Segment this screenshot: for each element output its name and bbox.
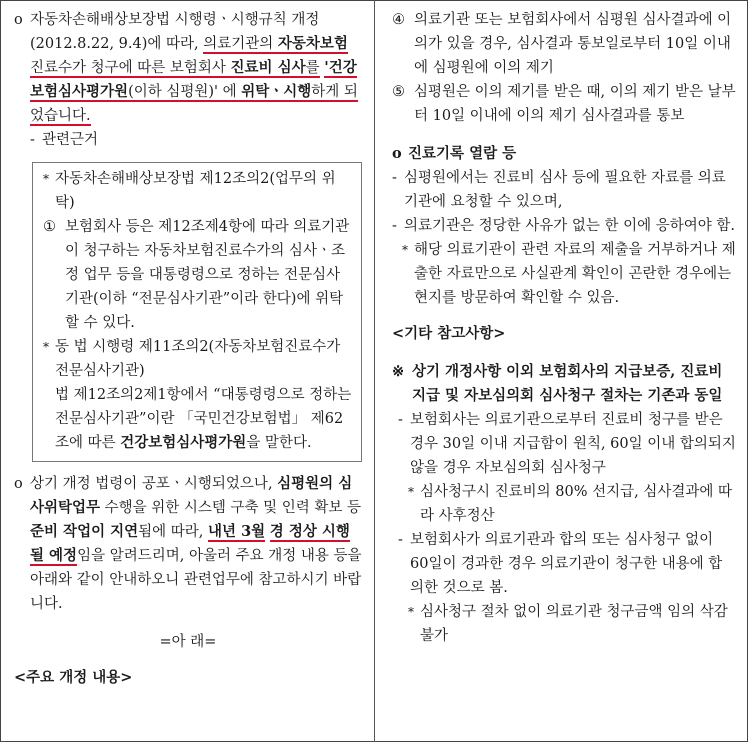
clause-5: ⑤ 심평원은 이의 제기를 받은 때, 이의 제기 받은 날부터 10일 이내에 이의 제기 심사결과를 통보: [392, 84, 736, 124]
legal-basis-item-2: * 동 법 시행령 제11조의2(자동차보험진료수가 전문심사기관): [43, 339, 341, 379]
records-item-1: - 심평원에서는 진료비 심사 등에 필요한 자료를 의료기관에 요청할 수 있으며,: [392, 170, 726, 210]
bullet-marker: o: [14, 476, 23, 492]
other-note: ※ 상기 개정사항 이외 보험회사의 지급보증, 진료비 지급 및 자보심의회 심사청구 절차는 기존과 동일: [392, 363, 723, 404]
other-item-1: - 보험회사는 의료기관으로부터 진료비 청구를 받은 경우 30일 이내 지급함이 원칙, 60일 이내 합의되지 않을 경우 자보심의회 심사청구: [398, 412, 736, 476]
records-note: * 해당 의료기관이 관련 자료의 제출을 거부하거나 제출한 자료만으로 사실관계 확인이 곤란한 경우에는 현지를 방문하여 확인할 수 있음.: [402, 242, 736, 306]
section-heading-main-changes: <주요 개정 내용>: [14, 669, 133, 686]
legal-basis-clause-2: 법 제12조의2제1항에서 “대통령령으로 정하는 전문심사기관”이란 「국민건강보험법」 제62조에 따른 건강보험심사평가원을 말한다.: [55, 387, 352, 451]
notice-paragraph-2: o 상기 개정 법령이 공포ㆍ시행되었으나, 심평원의 심사위탁업무 수행을 위한 시스템 구축 및 인력 확보 등 준비 작업이 지연됨에 따라, 내년 3월 경 정상 시행될 예정임을 알려드리며, 아울러 주요 개정 내용 등을 아래와 같이 안내하오니 관련업무에 참고하시기 바랍니다.: [14, 472, 362, 616]
bullet-marker: o: [14, 12, 23, 28]
right-column: [392, 8, 736, 648]
left-column: [14, 8, 362, 690]
legal-basis-box: [32, 162, 362, 462]
section-heading-other: <기타 참고사항>: [392, 325, 506, 342]
other-item-2: - 보험회사가 의료기관과 합의 또는 심사청구 없이 60일이 경과한 경우 의료기관이 청구한 내용에 합의한 것으로 봄.: [398, 532, 723, 596]
section-heading-records: o 진료기록 열람 등: [392, 145, 517, 162]
column-divider: [374, 0, 375, 742]
legal-basis-clause-1: ① 보험회사 등은 제12조제4항에 따라 의료기관이 청구하는 자동차보험진료수가의 심사ㆍ조정 업무 등을 대통령령으로 정하는 전문심사기관(이하 “전문심사기관”이라 한다)에 위탁할 수 있다.: [43, 219, 350, 331]
other-note-2: * 심사청구 절차 없이 의료기관 청구금액 임의 삭감 불가: [408, 604, 728, 644]
related-basis-label: - 관련근거: [30, 132, 99, 148]
other-note-1: * 심사청구시 진료비의 80% 선지급, 심사결과에 따라 사후정산: [408, 484, 733, 524]
records-item-2: - 의료기관은 정당한 사유가 없는 한 이에 응하여야 함.: [392, 218, 736, 234]
notice-paragraph-1: o 자동차손해배상보장법 시행령ㆍ시행규칙 개정(2012.8.22, 9.4)에 따라, 의료기관의 자동차보험 진료수가 청구에 따른 보험회사 진료비 심사를 '건강보험심사평가원(이하 심평원)' 에 위탁ㆍ시행하게 되었습니다.: [14, 8, 362, 128]
below-separator: =아 래=: [159, 634, 217, 650]
legal-basis-item-1: * 자동차손해배상보장법 제12조의2(업무의 위탁): [43, 171, 336, 211]
clause-4: ④ 의료기관 또는 보험회사에서 심평원 심사결과에 이의가 있을 경우, 심사결과 통보일로부터 10일 이내에 심평원에 이의 제기: [392, 12, 732, 76]
